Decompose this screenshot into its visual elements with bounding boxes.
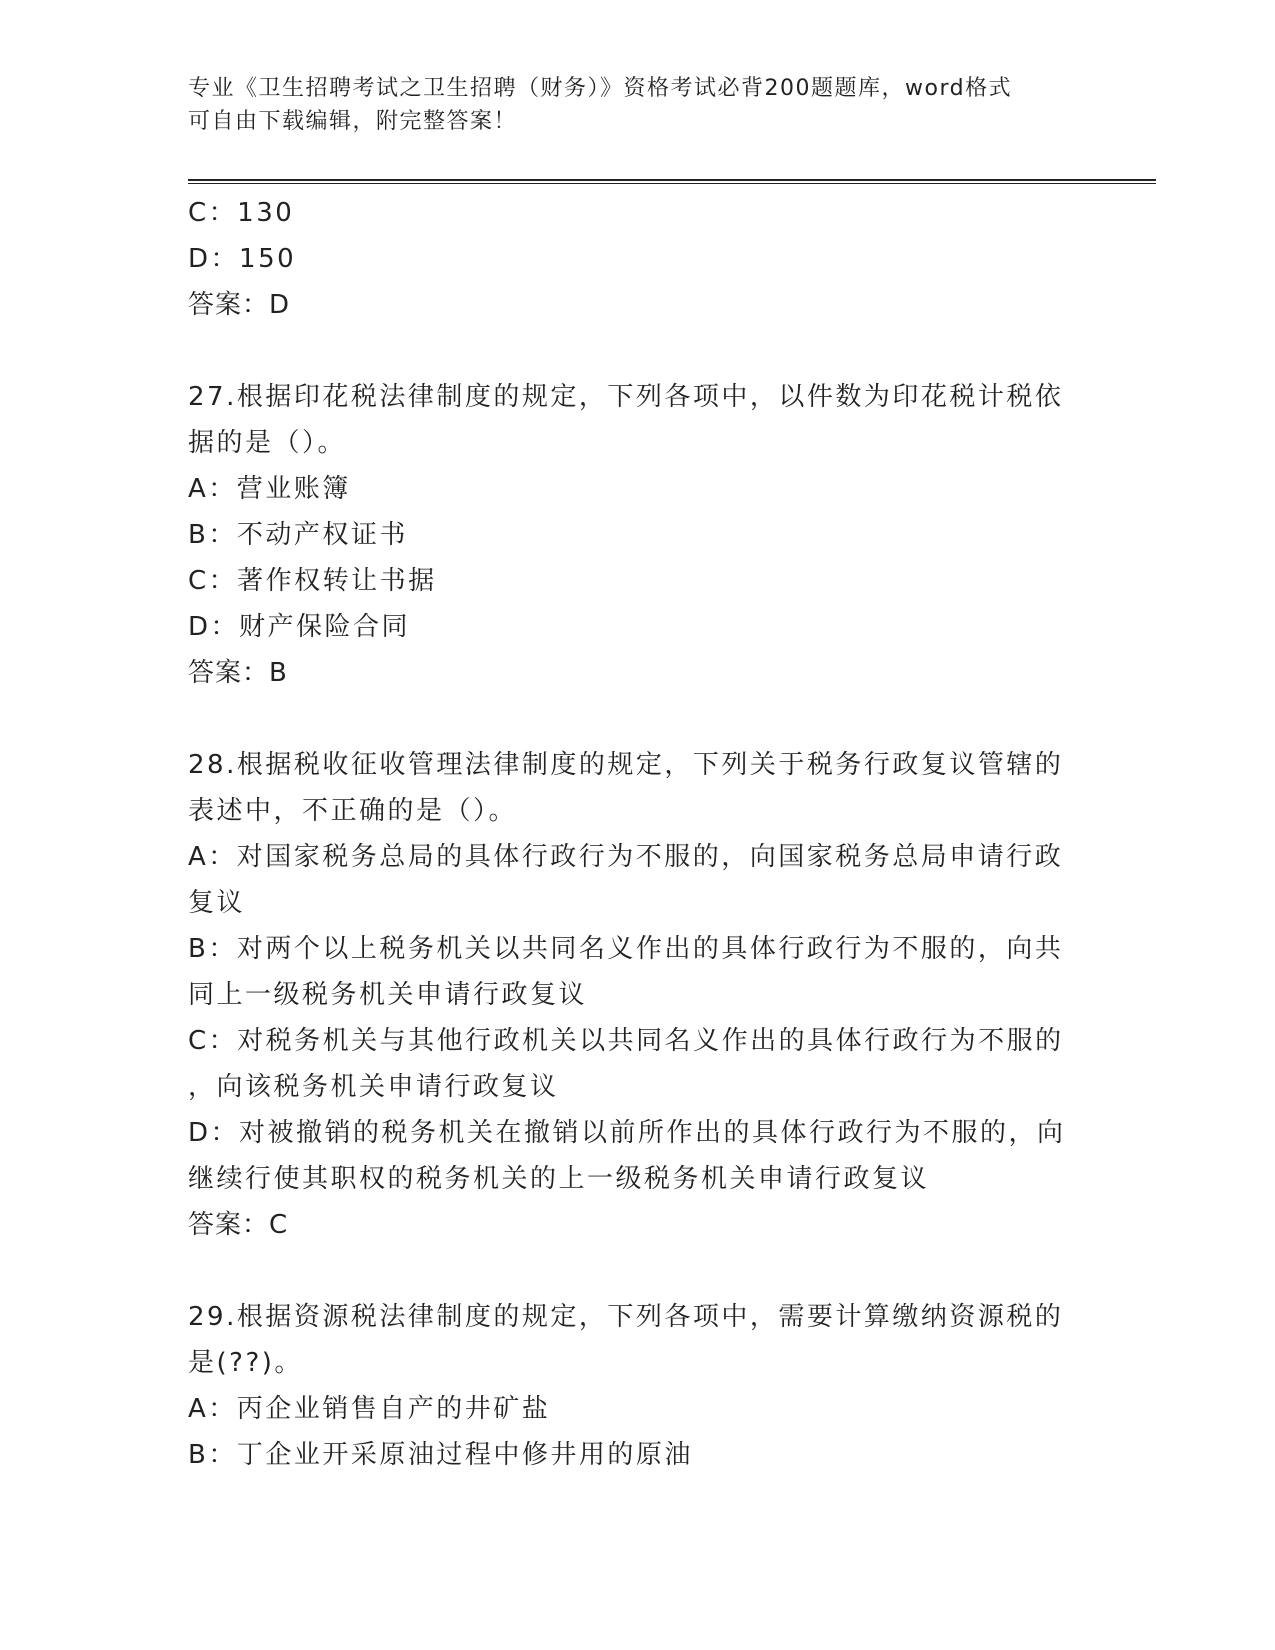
header-title-line-2: 可自由下载编辑，附完整答案！ (188, 109, 518, 134)
option-b: B：对两个以上税务机关以共同名义作出的具体行政行为不服的，向共 (188, 934, 1064, 964)
option-b: B：不动产权证书 (188, 520, 408, 550)
answer: 答案：B (188, 658, 288, 688)
question-stem: 28.根据税收征收管理法律制度的规定，下列关于税务行政复议管辖的 (188, 750, 1064, 780)
document-header (188, 72, 1088, 138)
question-stem-continued: 据的是（）。 (188, 428, 347, 458)
answer: 答案：C (188, 1210, 289, 1240)
question-stem-continued: 表述中，不正确的是（）。 (188, 796, 518, 826)
option-d: D：150 (188, 244, 297, 274)
option-d: D：对被撤销的税务机关在撤销以前所作出的具体行政行为不服的，向 (188, 1118, 1066, 1148)
spacer (188, 696, 1088, 742)
question-29 (188, 1294, 1088, 1478)
option-a: A：对国家税务总局的具体行政行为不服的，向国家税务总局申请行政 (188, 842, 1064, 872)
option-d: D：财产保险合同 (188, 612, 411, 642)
option-a: A：丙企业销售自产的井矿盐 (188, 1394, 551, 1424)
answer: 答案：D (188, 290, 291, 320)
question-stem: 27.根据印花税法律制度的规定，下列各项中，以件数为印花税计税依 (188, 382, 1064, 412)
question-stem-continued: 是(??)。 (188, 1348, 303, 1378)
header-title-line-1: 专业《卫生招聘考试之卫生招聘（财务）》资格考试必背200题题库，word格式 (188, 76, 1013, 101)
header-divider (188, 179, 1156, 184)
option-c: C：130 (188, 198, 295, 228)
spacer (188, 328, 1088, 374)
question-26-tail (188, 190, 1088, 328)
question-28 (188, 742, 1088, 1248)
spacer (188, 1248, 1088, 1294)
question-stem: 29.根据资源税法律制度的规定，下列各项中，需要计算缴纳资源税的 (188, 1302, 1064, 1332)
option-a-continued: 复议 (188, 888, 246, 918)
option-c: C：对税务机关与其他行政机关以共同名义作出的具体行政行为不服的 (188, 1026, 1064, 1056)
option-b-continued: 同上一级税务机关申请行政复议 (188, 980, 588, 1010)
option-a: A：营业账簿 (188, 474, 351, 504)
document-body (188, 190, 1088, 1478)
option-b: B：丁企业开采原油过程中修井用的原油 (188, 1440, 693, 1470)
question-27 (188, 374, 1088, 696)
option-c: C：著作权转让书据 (188, 566, 437, 596)
option-c-continued: ，向该税务机关申请行政复议 (188, 1072, 559, 1102)
option-d-continued: 继续行使其职权的税务机关的上一级税务机关申请行政复议 (188, 1164, 930, 1194)
